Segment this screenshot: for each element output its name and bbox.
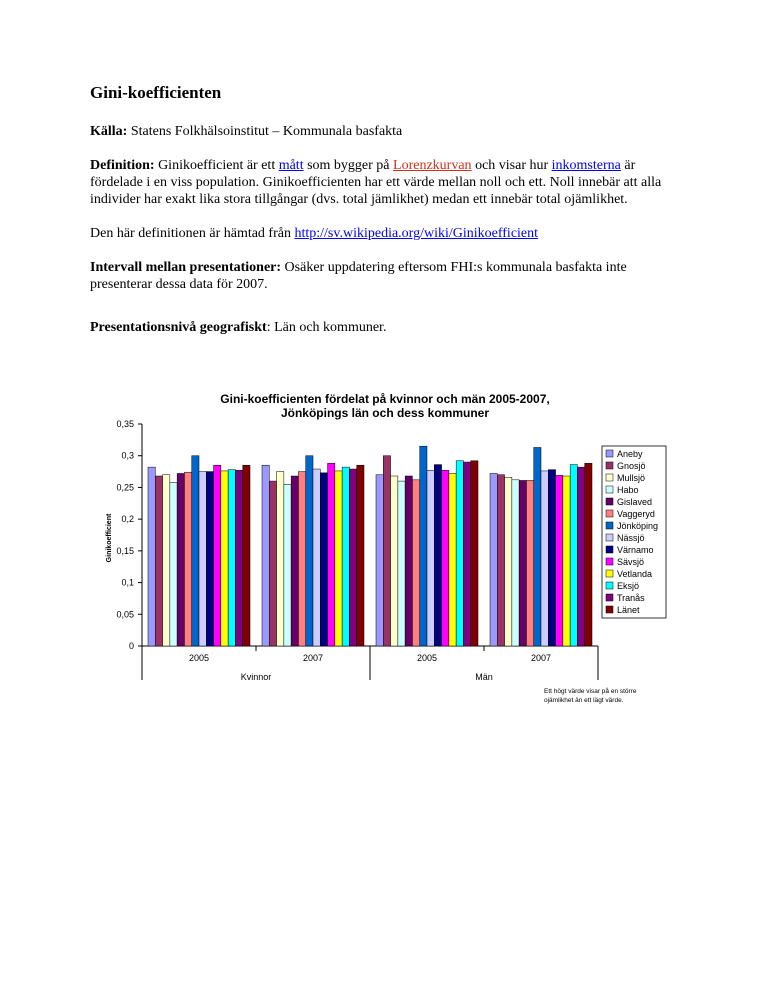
link-inkomsterna[interactable]: inkomsterna (551, 158, 621, 173)
x-tick-label: 2005 (188, 653, 210, 663)
bar (349, 469, 356, 646)
interval-label: Intervall mellan presentationer: (90, 260, 282, 275)
legend-swatch (606, 474, 613, 481)
y-tick-label: 0,3 (121, 450, 134, 461)
definition-paragraph (90, 157, 690, 208)
y-tick-label: 0 (128, 641, 134, 651)
legend-label: Tranås (617, 593, 645, 603)
group-label: Män (475, 672, 493, 682)
level-text: : Län och kommuner. (266, 320, 387, 335)
legend-label: Jönköping (617, 521, 659, 531)
bar (534, 447, 541, 646)
chart-note-line2: ojämlikhet än ett lägt värde. (544, 697, 624, 704)
bar (306, 456, 313, 646)
legend-swatch (606, 522, 613, 529)
bar (383, 456, 390, 646)
link-matt[interactable]: mått (278, 158, 304, 173)
bar (420, 446, 427, 646)
bar (497, 475, 504, 646)
y-tick-label: 0,25 (116, 482, 134, 493)
bar (570, 465, 577, 646)
bar (512, 480, 519, 646)
bar (434, 465, 441, 646)
y-tick-label: 0,35 (116, 419, 134, 429)
fetched-text: Den här definitionen är hämtad från (90, 226, 295, 241)
document-body (90, 84, 690, 353)
wikipedia-link[interactable]: http://sv.wikipedia.org/wiki/Ginikoefficient (294, 226, 539, 241)
bar (214, 465, 221, 646)
source-label: Källa: (90, 124, 128, 139)
bar (357, 465, 364, 646)
bar (585, 463, 592, 646)
chart-title-line2: Jönköpings län och dess kommuner (280, 406, 490, 420)
bar (526, 480, 533, 646)
legend-swatch (606, 582, 613, 589)
definition-text: som bygger på (303, 158, 394, 173)
bar (556, 475, 563, 646)
bar (284, 484, 291, 646)
bar (269, 481, 276, 646)
page-title: Gini-koefficienten (90, 83, 222, 102)
y-axis-label: Ginikoefficient (106, 513, 113, 563)
bar (577, 467, 584, 646)
bar (548, 470, 555, 646)
bar (235, 470, 242, 646)
legend-label: Länet (617, 605, 640, 615)
x-tick-label: 2007 (302, 653, 324, 663)
bar (335, 471, 342, 646)
bar (320, 473, 327, 646)
bar (243, 465, 250, 646)
source-paragraph (90, 123, 690, 140)
interval-text: Osäker uppdatering eftersom FHI:s kommunala basfakta inte presenterar dessa data för 2007. (90, 260, 627, 292)
definition-text: är fördelade i en viss population. Ginikoefficienten har ett värde mellan noll och ett. Noll innebär att alla individer har exakt lika stora tillgångar (dvs. total jämlikhet) medan ett innebär total ojämlikhet. (90, 158, 662, 207)
bar (442, 470, 449, 646)
fetched-paragraph (90, 225, 690, 242)
legend-label: Eksjö (617, 581, 640, 591)
legend-label: Vaggeryd (617, 509, 655, 519)
bar (328, 463, 335, 646)
bar (463, 462, 470, 646)
legend-label: Värnamo (617, 545, 654, 555)
y-tick-label: 0,1 (121, 577, 134, 588)
definition-text: Ginikoefficient är ett (154, 158, 279, 173)
bar (563, 476, 570, 646)
legend-label: Vetlanda (617, 569, 653, 579)
legend-label: Mullsjö (617, 473, 646, 483)
bar (376, 475, 383, 646)
bar (456, 461, 463, 646)
bar (262, 465, 269, 646)
legend-label: Gnosjö (617, 461, 646, 471)
bar (541, 471, 548, 646)
y-tick-label: 0,2 (121, 514, 134, 525)
bar (471, 461, 478, 646)
bar (170, 482, 177, 646)
group-label: Kvinnor (240, 672, 272, 682)
bar (199, 472, 206, 646)
bar (505, 477, 512, 646)
bar (298, 472, 305, 646)
chart-note-line1: Ett högt värde visar på en större (544, 688, 637, 695)
link-lorenzkurvan[interactable]: Lorenzkurvan (393, 158, 472, 173)
definition-label: Definition: (90, 158, 155, 173)
y-tick-label: 0,15 (116, 545, 134, 556)
legend-label: Gislaved (617, 497, 653, 507)
bar (519, 480, 526, 646)
bar (412, 480, 419, 646)
chart-svg (100, 388, 700, 718)
definition-text: och visar hur (471, 158, 552, 173)
bar (449, 473, 456, 646)
legend-label: Sävsjö (617, 557, 645, 567)
legend-swatch (606, 558, 613, 565)
x-tick-label: 2007 (530, 653, 552, 663)
legend-swatch (606, 594, 613, 601)
legend-swatch (606, 546, 613, 553)
legend-swatch (606, 498, 613, 505)
bar (155, 476, 162, 646)
level-label: Presentationsnivå geografiskt (90, 320, 267, 335)
legend-swatch (606, 534, 613, 541)
legend-label: Aneby (617, 449, 643, 459)
level-paragraph (90, 319, 690, 336)
bar (228, 470, 235, 646)
y-tick-label: 0,05 (116, 609, 134, 620)
legend-swatch (606, 462, 613, 469)
bar (342, 467, 349, 646)
legend-swatch (606, 570, 613, 577)
source-text: Statens Folkhälsoinstitut – Kommunala basfakta (127, 124, 403, 139)
bar (398, 481, 405, 646)
legend-swatch (606, 486, 613, 493)
bar (206, 472, 213, 646)
bar (148, 467, 155, 646)
bar (221, 471, 228, 646)
legend-label: Nässjö (617, 533, 645, 543)
bar (391, 476, 398, 646)
legend-swatch (606, 606, 613, 613)
interval-paragraph (90, 259, 690, 293)
gini-chart (100, 388, 700, 718)
bar (163, 475, 170, 646)
bar (184, 472, 191, 646)
bar (277, 472, 284, 646)
legend-swatch (606, 450, 613, 457)
bar (177, 473, 184, 646)
legend-label: Habo (617, 485, 639, 495)
chart-title-line1: Gini-koefficienten fördelat på kvinnor och män 2005-2007, (220, 392, 550, 406)
bar (490, 473, 497, 646)
x-tick-label: 2005 (416, 653, 438, 663)
bar (291, 476, 298, 646)
legend-swatch (606, 510, 613, 517)
bar (313, 469, 320, 646)
bar (405, 476, 412, 646)
bar (427, 470, 434, 646)
bar (192, 456, 199, 646)
